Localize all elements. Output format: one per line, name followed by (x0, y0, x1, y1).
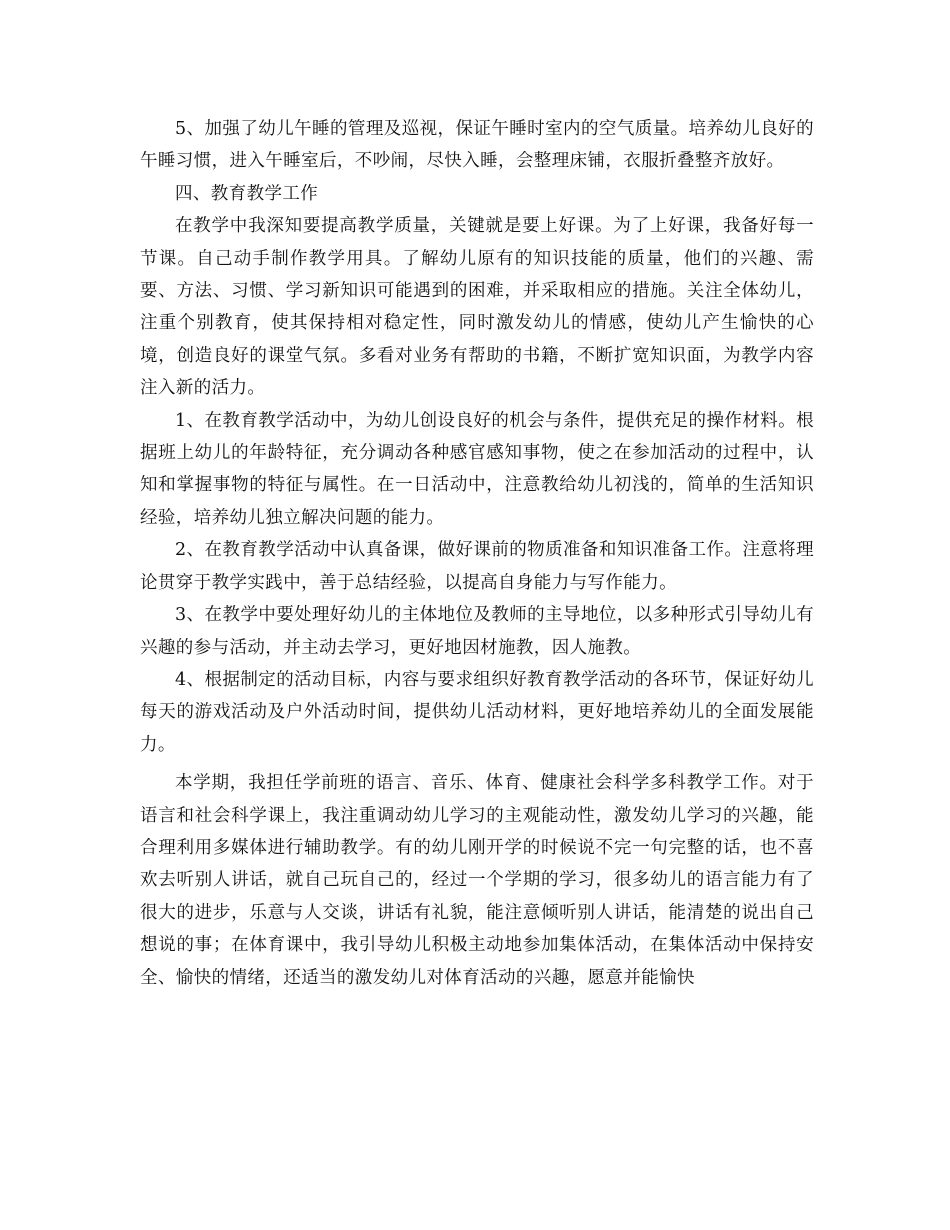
paragraph-item-3: 3、在教学中要处理好幼儿的主体地位及教师的主导地位，以多种形式引导幼儿有兴趣的参与活动，并主动去学习，更好地因材施教，因人施教。 (140, 605, 814, 658)
paragraph-nap-management: 5、加强了幼儿午睡的管理及巡视，保证午睡时室内的空气质量。培养幼儿良好的午睡习惯，进入午睡室后，不吵闹，尽快入睡，会整理床铺，衣服折叠整齐放好。 (140, 119, 814, 172)
paragraph-teaching-quality: 在教学中我深知要提高教学质量，关键就是要上好课。为了上好课，我备好每一节课。自己动手制作教学用具。了解幼儿原有的知识技能的质量，他们的兴趣、需要、方法、习惯、学习新知识可能遇到的困难，并采取相应的措施。关注全体幼儿，注重个别教育，使其保持相对稳定性，同时激发幼儿的情感，使幼儿产生愉快的心境，创造良好的课堂气氛。多看对业务有帮助的书籍，不断扩宽知识面，为教学内容注入新的活力。 (140, 216, 814, 399)
paragraph-item-1: 1、在教育教学活动中，为幼儿创设良好的机会与条件，提供充足的操作材料。根据班上幼儿的年龄特征，充分调动各种感官感知事物，使之在参加活动的过程中，认知和掌握事物的特征与属性。在一日活动中，注意教给幼儿初浅的，简单的生活知识经验，培养幼儿独立解决问题的能力。 (140, 410, 814, 528)
document-page (140, 113, 814, 994)
paragraph-item-4: 4、根据制定的活动目标，内容与要求组织好教育教学活动的各环节，保证好幼儿每天的游戏活动及户外活动时间，提供幼儿活动材料，更好地培养幼儿的全面发展能力。 (140, 669, 814, 755)
paragraph-item-2: 2、在教育教学活动中认真备课，做好课前的物质准备和知识准备工作。注意将理论贯穿于教学实践中，善于总结经验，以提高自身能力与写作能力。 (140, 540, 814, 593)
section-heading-teaching-work: 四、教育教学工作 (175, 183, 319, 204)
paragraph-semester-summary: 本学期，我担任学前班的语言、音乐、体育、健康社会科学多科教学工作。对于语言和社会科学课上，我注重调动幼儿学习的主观能动性，激发幼儿学习的兴趣，能合理利用多媒体进行辅助教学。有的幼儿刚开学的时候说不完一句完整的话，也不喜欢去听别人讲话，就自己玩自己的，经过一个学期的学习，很多幼儿的语言能力有了很大的进步，乐意与人交谈，讲话有礼貌，能注意倾听别人讲话，能清楚的说出自己想说的事；在体育课中，我引导幼儿积极主动地参加集体活动，在集体活动中保持安全、愉快的情绪，还适当的激发幼儿对体育活动的兴趣，愿意并能愉快 (140, 773, 814, 988)
